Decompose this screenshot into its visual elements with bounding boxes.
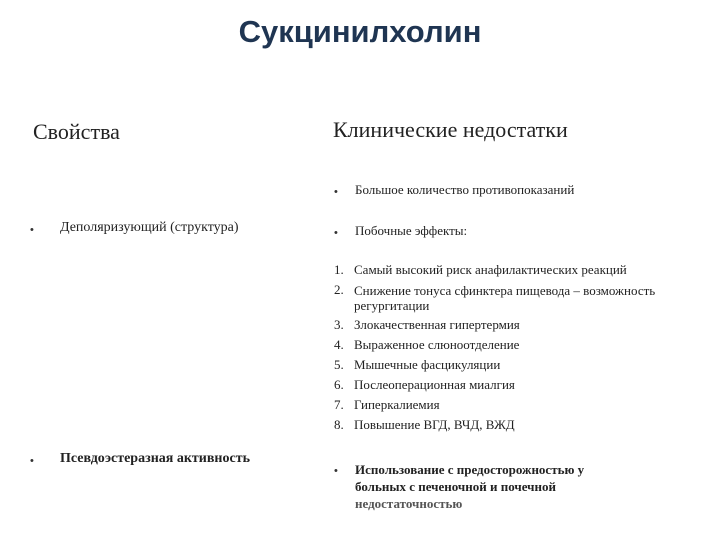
side-effects-list <box>334 260 674 435</box>
list-number: 1. <box>334 262 344 277</box>
slide-title: Сукцинилхолин <box>238 14 482 49</box>
properties-heading: Свойства <box>33 119 120 144</box>
list-item <box>334 335 674 355</box>
property-pseudoesterase: Псевдоэстеразная активность <box>60 451 250 466</box>
bullet-icon: • <box>334 227 338 239</box>
bullet-icon: • <box>334 186 338 198</box>
list-item <box>334 395 674 415</box>
bullet-icon: • <box>30 224 34 236</box>
list-number: 3. <box>334 317 344 332</box>
list-item-text: Послеоперационная миалгия <box>354 377 515 392</box>
list-item-text: Гиперкалиемия <box>354 397 440 412</box>
list-number: 6. <box>334 377 344 392</box>
bullet-icon: • <box>334 465 338 477</box>
list-item-text: Повышение ВГД, ВЧД, ВЖД <box>354 417 515 432</box>
drawback-contraindications: Большое количество противопоказаний <box>355 182 575 197</box>
list-item-text: Выраженное слюноотделение <box>354 337 520 352</box>
property-depolarizing: Деполяризующий (структура) <box>60 220 239 235</box>
list-item <box>334 260 674 280</box>
caution-line: недостаточностью <box>355 496 463 511</box>
list-item <box>334 315 674 335</box>
list-item-text: Самый высокий риск анафилактических реакций <box>354 262 627 277</box>
caution-line: Использование с предосторожностью у <box>355 462 585 477</box>
list-item <box>334 415 674 435</box>
drawback-side-effects-label: Побочные эффекты: <box>355 223 468 238</box>
list-number: 8. <box>334 417 344 432</box>
list-number: 2. <box>334 282 344 297</box>
drawbacks-heading: Клинические недостатки <box>333 117 568 142</box>
list-item <box>334 375 674 395</box>
bullet-icon: • <box>30 455 34 467</box>
list-item-text: Снижение тонуса сфинктера пищевода – возможность регургитации <box>354 283 656 313</box>
list-item <box>334 280 674 315</box>
list-number: 7. <box>334 397 344 412</box>
caution-line: больных с печеночной и почечной <box>355 479 556 494</box>
list-number: 4. <box>334 337 344 352</box>
list-item <box>334 355 674 375</box>
list-item-text: Злокачественная гипертермия <box>354 317 520 332</box>
list-item-text: Мышечные фасцикуляции <box>354 357 501 372</box>
caution-note <box>355 461 655 512</box>
list-number: 5. <box>334 357 344 372</box>
